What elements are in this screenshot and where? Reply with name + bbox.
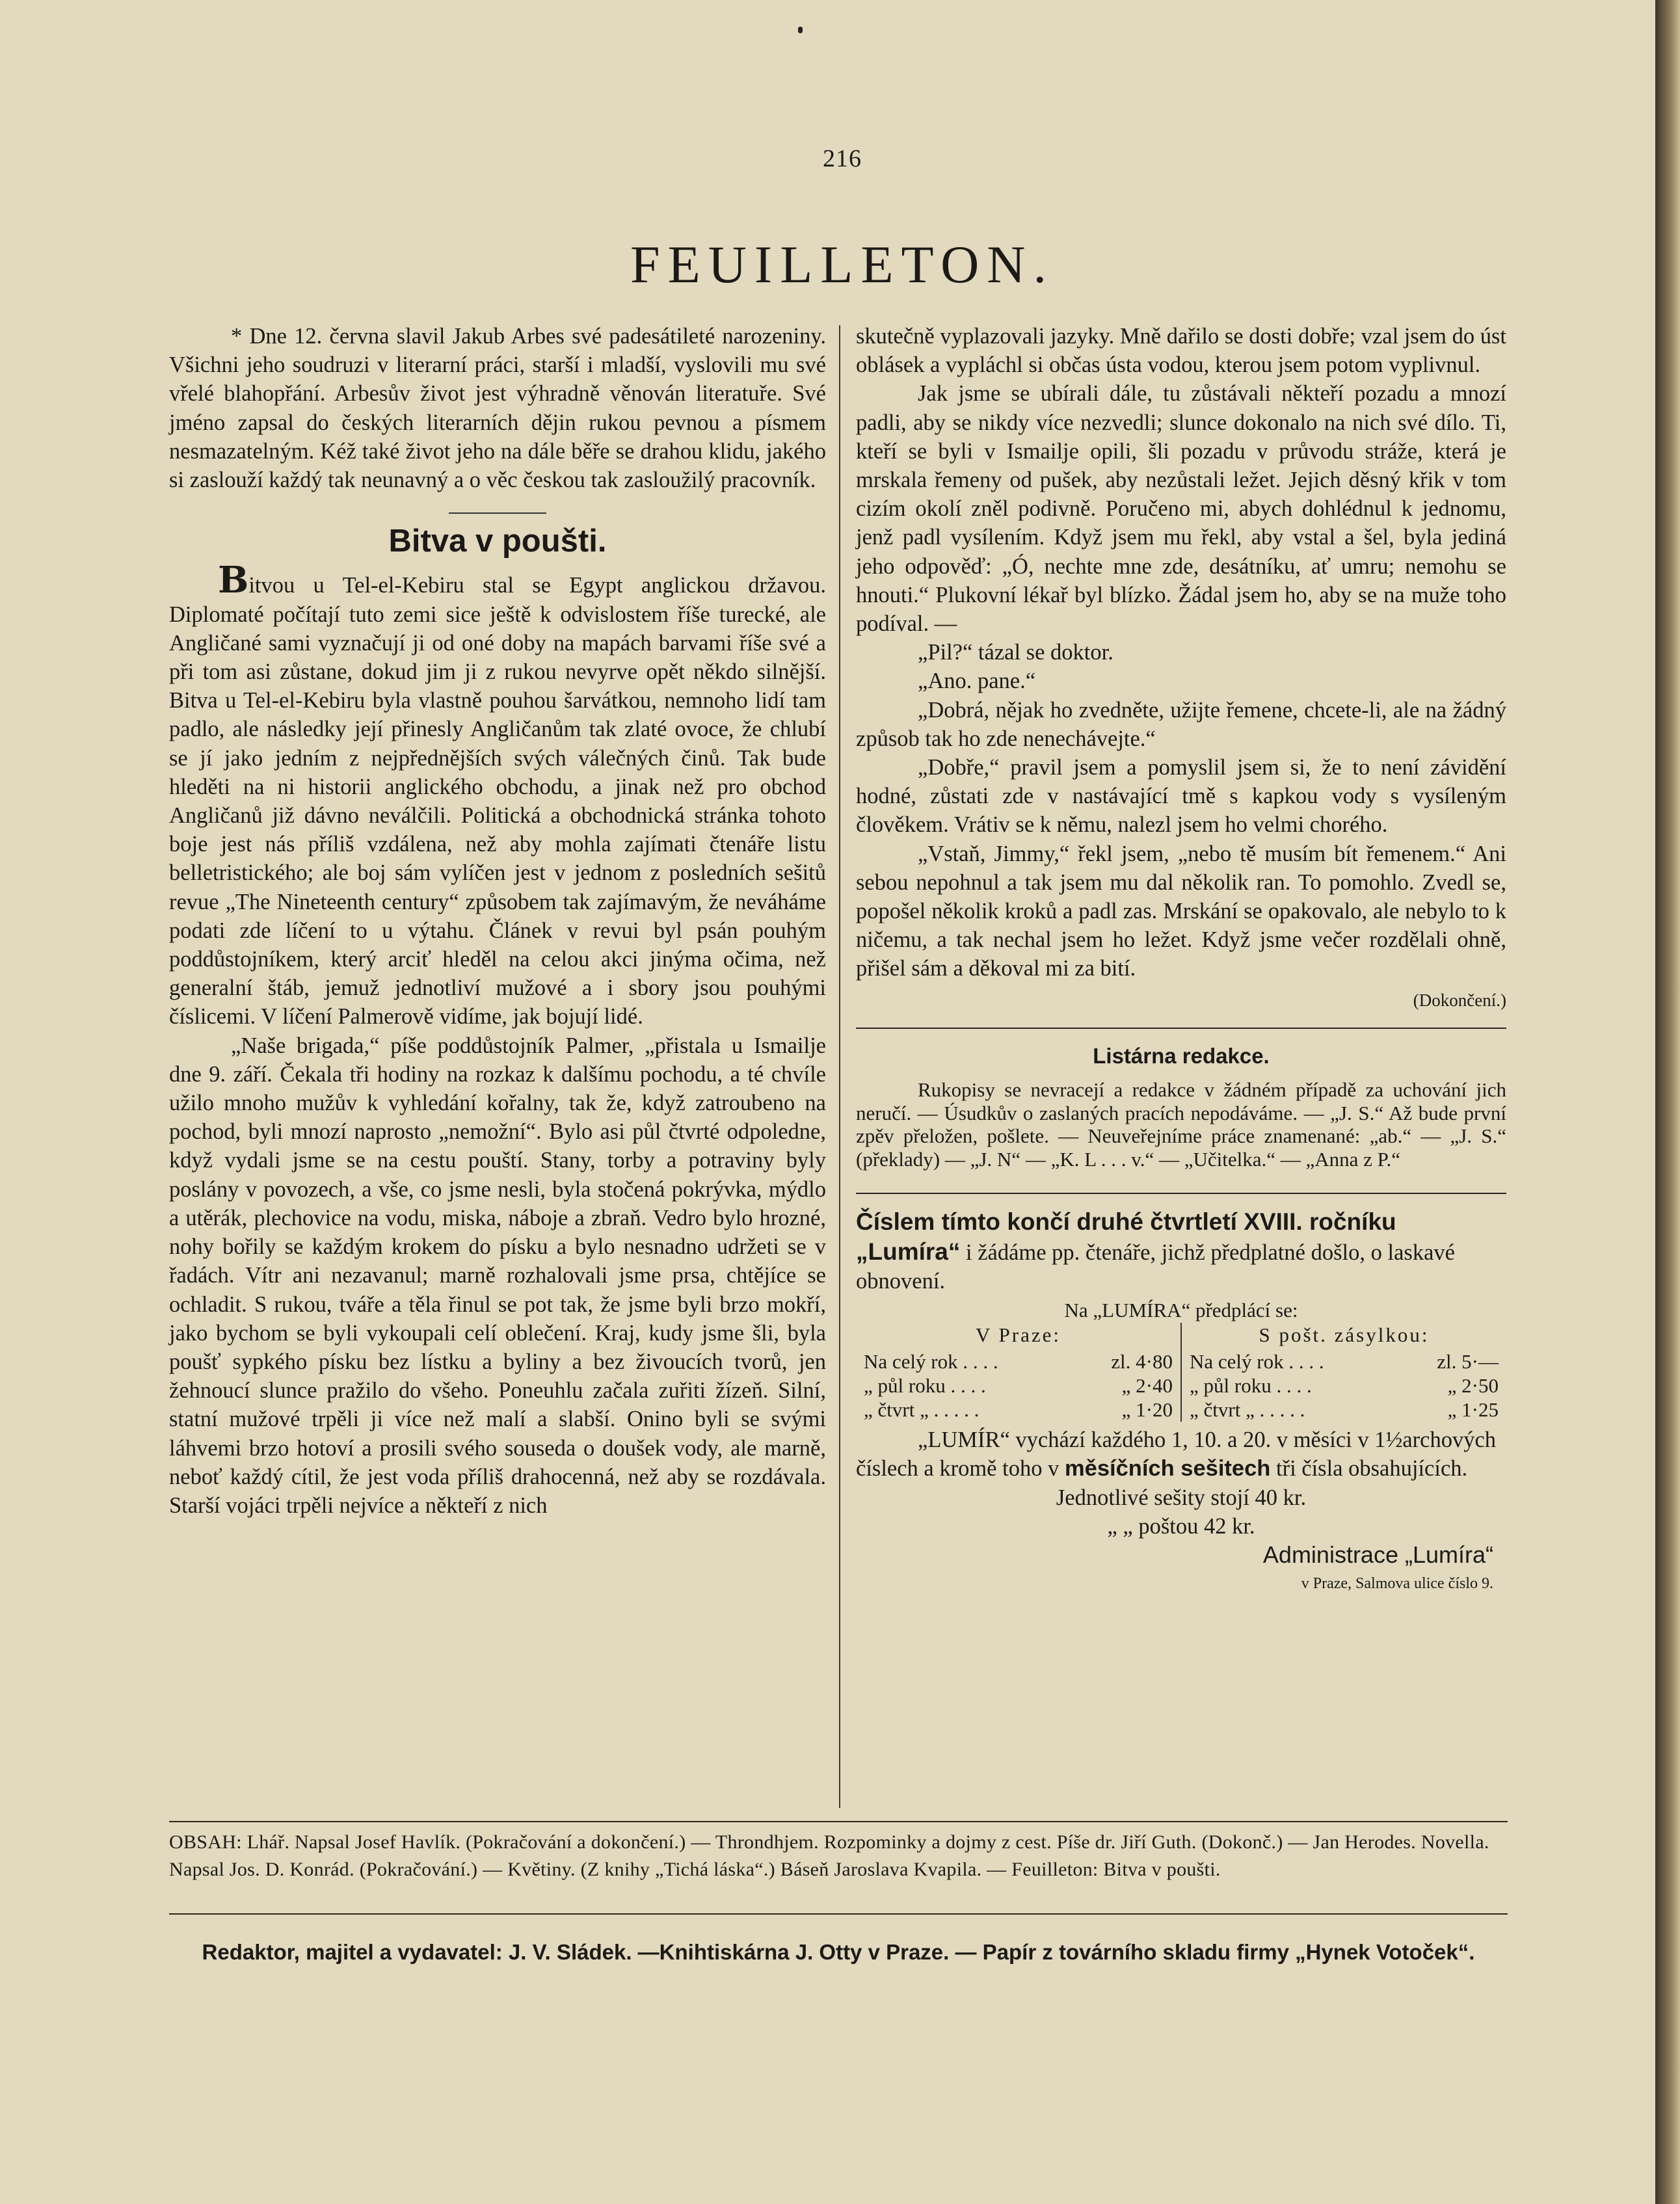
column-divider bbox=[839, 325, 840, 1808]
price-row bbox=[1190, 1349, 1499, 1374]
article-paragraph-6: „Ano. pane.“ bbox=[918, 669, 1036, 694]
imprint: Redaktor, majitel a vydavatel: J. V. Sládek. —Knihtiskárna J. Otty v Praze. — Papír z továrního skladu firmy „Hynek Votoček“. bbox=[202, 1940, 1475, 1964]
address: v Praze, Salmova ulice číslo 9. bbox=[1301, 1575, 1493, 1593]
article-paragraph-9: „Vstaň, Jimmy,“ řekl jsem, „nebo tě musím bít řemenem.“ Ani sebou nepohnul a tak jsem mu dal několik ran. To pomohlo. Zvedl se, popošel několik kroků a padl zas. Mrskání se opakovalo, ale nebylo to k ničemu, a tak nechal jsem ho ležet. Když jsme večer rozdělali ohně, přišel sám a děkoval mi za bití. bbox=[856, 841, 1506, 981]
post-head: S pošt. zásylkou: bbox=[1259, 1323, 1430, 1347]
price-value: „ 2·40 bbox=[1121, 1374, 1173, 1398]
price-label: Na celý rok . . . . bbox=[1190, 1350, 1324, 1374]
article-paragraph-3: skutečně vyplazovali jazyky. Mně dařilo se dosti dobře; vzal jsem do úst oblásek a vypláchl si občas ústa vodou, kterou jsem potom vyplivnul. bbox=[856, 324, 1506, 378]
article-paragraph-5: „Pil?“ tázal se doktor. bbox=[918, 640, 1113, 665]
feuilleton-heading: FEUILLETON. bbox=[630, 235, 1055, 294]
ink-speck bbox=[798, 27, 803, 33]
price-value: zl. 4·80 bbox=[1111, 1350, 1173, 1374]
footer-rule-bottom bbox=[169, 1913, 1508, 1915]
price-row bbox=[864, 1349, 1173, 1374]
page-number: 216 bbox=[823, 145, 862, 172]
article-paragraph-8: „Dobře,“ pravil jsem a pomyslil jsem si, že to není závidění hodné, zůstati zde v nastávající tmě s kapkou vody s vysíleným člověkem. Vrátiv se k němu, nalezl jsem ho velmi chorého. bbox=[856, 755, 1506, 838]
renewal-notice-text: i žádáme pp. čtenáře, jichž předplatné došlo, o laskavé obnovení. bbox=[856, 1240, 1455, 1294]
prague-prices bbox=[856, 1323, 1182, 1422]
subscribe-intro: Na „LUMÍRA“ předplácí se: bbox=[1064, 1298, 1298, 1321]
issue-text-end: tři čísla obsahujících. bbox=[1276, 1456, 1468, 1481]
price-row bbox=[864, 1398, 1173, 1422]
prague-head: V Praze: bbox=[975, 1323, 1061, 1347]
rule bbox=[856, 1028, 1506, 1029]
issue-text: „LUMÍR“ vychází každého 1, 10. a 20. v měsíci v 1½archových číslech a kromě toho v bbox=[856, 1427, 1497, 1481]
right-column bbox=[856, 322, 1506, 1598]
price-row bbox=[1190, 1374, 1499, 1398]
price-value: „ 2·50 bbox=[1447, 1374, 1499, 1398]
article-paragraph-2: „Naše brigada,“ píše poddůstojník Palmer, „přistala u Ismailje dne 9. září. Čekala tři hodiny na rozkaz k dalšímu pochodu, a té chvíle užilo mnoho mužův k vyhledání kořalny, tak že, když zatroubeno na pochod, byli mnozí naprosto „nemožní“. Bylo asi půl čtvrté odpoledne, když vydali jsme se na cestu pouští. Stany, torby a potraviny byly poslány v povozech, a vše, co jsme nesli, byla stočená pokrývka, mýdlo a utěrák, plechovice na vodu, miska, náboje a zbraň. Vedro bylo hrozné, nohy bořily se každým krokem do písku a bylo nesnadno udržeti se v řadách. Vítr ani nezavanul; marně rozhalovali jsme prsa, chtějíce se ochladit. S rukou, tváře a těla řinul se pot tak, že jsme byli brzo mokří, jako bychom se byli vykoupali celí oblečení. Kraj, kudy jsme šli, byla poušť sypkého písku bez lístku a byliny a bez živoucích tvorů, jen žehnoucí slunce pražilo do všeho. Poneuhlu začala zuřiti žízeň. Silní, statní mužové trpěli ji více než malí a slabší. Onino byli se svými láhvemi brzo hotoví a prosili svého souseda o doušek vody, ale marně, neboť každý cítil, že jest voda příliš drahocenná, než aby se rozdávala. Starší vojáci trpěli nejvíce a někteří z nich bbox=[169, 1033, 826, 1518]
drop-cap: B bbox=[218, 559, 249, 602]
post-prices bbox=[1182, 1323, 1506, 1422]
arbes-note: * Dne 12. června slavil Jakub Arbes své padesátileté narozeniny. Všichni jeho soudruzi v literarní práci, starší i mladší, vyslovili mu své vřelé blahopřání. Arbesův život jest výhradně věnován literatuře. Své jméno zapsal do českých literarních dějin rukou pevnou a písmem nesmazatelným. Kéž také život jeho na dále běře se drahou klidu, jakého si zaslouží každý tak neunavný a o věc českou tak zasloužilý pracovník. bbox=[169, 324, 826, 493]
price-label: „ půl roku . . . . bbox=[864, 1374, 986, 1398]
contents-list: OBSAH: Lhář. Napsal Josef Havlík. (Pokračování a dokončení.) — Throndhjem. Rozpominky a dojmy z cest. Píše dr. Jiří Guth. (Dokonč.) — Jan Herodes. Novella. Napsal Jos. D. Konrád. (Pokračování.) — Květiny. (Z knihy „Tichá láska“.) Báseň Jaroslava Kvapila. — Feuilleton: Bitva v poušti. bbox=[169, 1831, 1489, 1880]
price-label: Na celý rok . . . . bbox=[864, 1350, 998, 1374]
continued-note: (Dokončení.) bbox=[1413, 990, 1506, 1010]
article-paragraph-4: Jak jsme se ubírali dále, tu zůstávali někteří pozadu a mnozí padli, aby se nikdy více nezvedli; slunce dokonalo na nich své dílo. Ti, kteří se byli v Ismailje opili, šli pozadu v průvodu stráže, která je mrskala řemeny od pušek, aby nezůstali ležet. Jejich děsný křik v tom cizím okolí zněl podivně. Poručeno mi, abych dohlédnul k jednomu, jenž padl vysílením. Když jsem mu řekl, aby vstal a šel, byla jediná jeho odpověď: „Ó, nechte mne zde, desátníku, ať umru; nemohu se hnouti.“ Plukovní lékař byl blízko. Žádal jsem ho, aby se na muže toho podíval. — bbox=[856, 381, 1506, 637]
price-label: „ půl roku . . . . bbox=[1190, 1374, 1312, 1398]
article-paragraph-7: „Dobrá, nějak ho zvedněte, užijte řemene, chcete-li, ale na žádný způsob tak ho zde nenechávejte.“ bbox=[856, 697, 1506, 751]
price-post: „ „ poštou 42 kr. bbox=[1107, 1513, 1255, 1539]
administration: Administrace „Lumíra“ bbox=[1262, 1541, 1493, 1568]
left-column bbox=[169, 322, 826, 1520]
listarna-text: Rukopisy se nevracejí a redakce v žádném případě za uchování jich neručí. — Úsudkův o zaslaných pracích nepodáváme. — „J. S.“ Až bude první zpěv přeložen, pošlete. — Neuveřejníme práce znamenané: „ab.“ — „J. S.“ (překlady) — „J. N“ — „K. L . . . v.“ — „Učitelka.“ — „Anna z P.“ bbox=[856, 1078, 1506, 1171]
rule bbox=[856, 1193, 1506, 1194]
renewal-notice-head: Číslem tímto končí druhé čtvrtletí XVIII. ročníku „Lumíra“ bbox=[856, 1208, 1396, 1266]
article-text: itvou u Tel-el-Kebiru stal se Egypt anglickou državou. Diplomaté počítají tuto zemi sice ještě k odvislostem říše turecké, ale Angličané sami vyznačují ji od oné doby na mapách barvami říše své a při tom asi zůstane, dokud jim ji z rukou nevyrve opět někdo silnější. Bitva u Tel-el-Kebiru byla vlastně pouhou šarvátkou, nemnoho lidí tam padlo, ale následky její přinesly Angličanům tak zlaté ovoce, že chlubí se jí jako jedním z nejpřednějších svých válečných činů. Tak bude hleděti na ni historii anglického obchodu, a jinak než pro obchod Angličanů již dávno neválčili. Politická a obchodnická stránka tohoto boje jest nás příliš vzdálena, než aby mohla zajímati čtenáře listu belletristického; ale boj sám vylíčen jest v jednom z posledních sešitů revue „The Nineteenth century“ způsobem tak zajímavým, že neváháme podati zde líčení to u výtahu. Článek v revui byl psán pouhým poddůstojníkem, který arciť hleděl na celou akci jinýma očima, než generalní štáb, jemuž jednotliví mužové a i sbory jsou pouhými číslicemi. V líčení Palmerově vidíme, jak bojují lidé. bbox=[169, 573, 826, 1029]
renewal-notice bbox=[856, 1207, 1506, 1296]
short-rule bbox=[449, 512, 546, 514]
price-label: „ čtvrt „ . . . . . bbox=[1190, 1398, 1305, 1422]
subscription-table bbox=[856, 1323, 1506, 1422]
issue-info bbox=[856, 1426, 1506, 1483]
listarna-title: Listárna redakce. bbox=[1093, 1043, 1270, 1068]
price-single: Jednotlivé sešity stojí 40 kr. bbox=[1056, 1485, 1307, 1510]
issue-bold: měsíčních sešitech bbox=[1064, 1456, 1271, 1481]
price-value: zl. 5·— bbox=[1437, 1350, 1499, 1374]
book-spine bbox=[1655, 0, 1680, 2204]
price-row bbox=[1190, 1398, 1499, 1422]
price-value: „ 1·25 bbox=[1447, 1398, 1499, 1422]
price-row bbox=[864, 1374, 1173, 1398]
article-paragraph-1 bbox=[169, 559, 826, 1031]
footer-rule-top bbox=[169, 1821, 1508, 1822]
article-title: Bitva v poušti. bbox=[388, 524, 607, 559]
price-label: „ čtvrt „ . . . . . bbox=[864, 1398, 980, 1422]
price-value: „ 1·20 bbox=[1121, 1398, 1173, 1422]
